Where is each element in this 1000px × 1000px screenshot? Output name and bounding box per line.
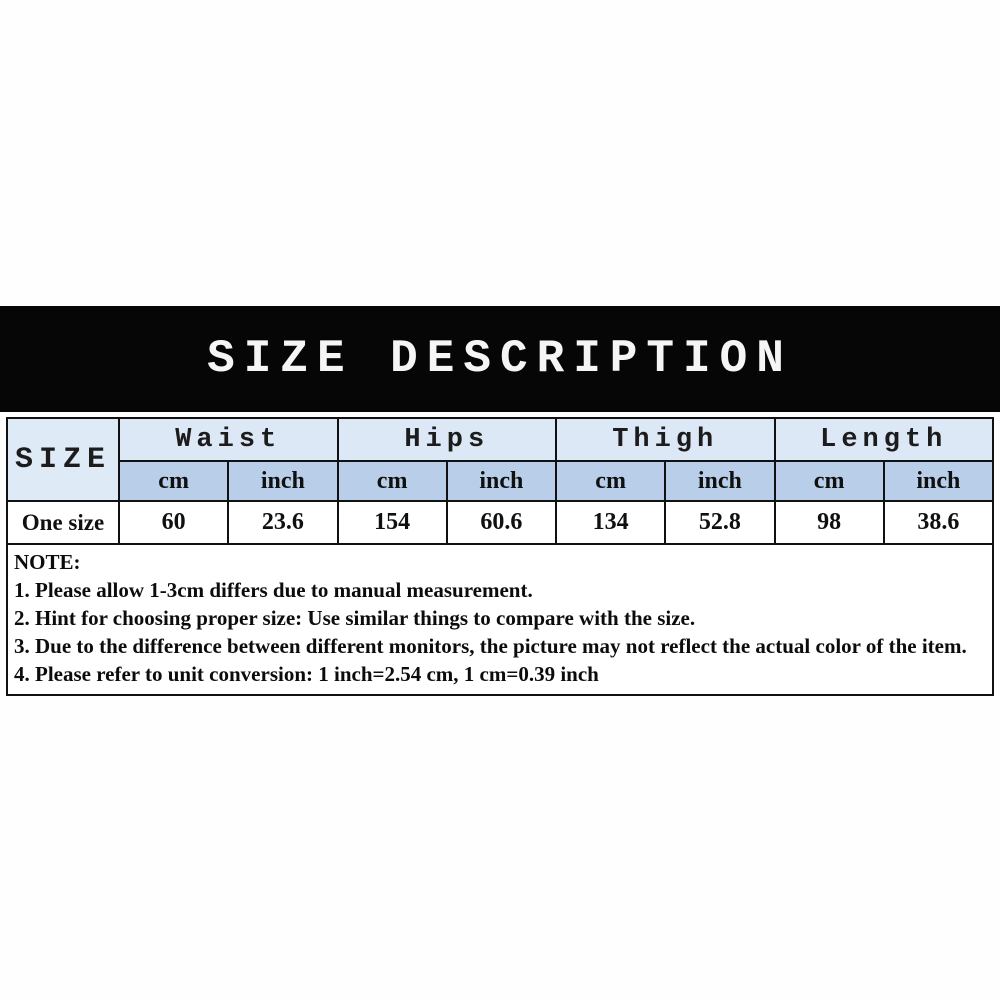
note-item-4: 4. Please refer to unit conversion: 1 inch=2.54 cm, 1 cm=0.39 inch — [14, 662, 599, 686]
notes-title: NOTE: — [14, 550, 81, 574]
title-banner — [0, 306, 1000, 412]
unit-header-hips-cm: cm — [338, 461, 447, 501]
unit-header-length-inch: inch — [884, 461, 993, 501]
value-length-cm: 98 — [775, 501, 884, 544]
note-item-1: 1. Please allow 1-3cm differs due to manual measurement. — [14, 578, 533, 602]
unit-header-length-cm: cm — [775, 461, 884, 501]
value-waist-cm: 60 — [119, 501, 228, 544]
table-group-header-row — [7, 418, 993, 461]
group-header-length: Length — [775, 418, 994, 461]
unit-header-thigh-inch: inch — [665, 461, 774, 501]
value-hips-cm: 154 — [338, 501, 447, 544]
group-header-waist: Waist — [119, 418, 338, 461]
group-header-hips: Hips — [338, 418, 557, 461]
note-item-2: 2. Hint for choosing proper size: Use similar things to compare with the size. — [14, 606, 696, 630]
page-title: SIZE DESCRIPTION — [207, 333, 793, 385]
notes-box — [6, 545, 994, 696]
unit-header-hips-inch: inch — [447, 461, 556, 501]
note-item-3: 3. Due to the difference between different monitors, the picture may not reflect the actual color of the item. — [14, 634, 967, 658]
value-length-inch: 38.6 — [884, 501, 993, 544]
row-size-label: One size — [7, 501, 119, 544]
unit-header-waist-inch: inch — [228, 461, 337, 501]
unit-header-waist-cm: cm — [119, 461, 228, 501]
table-unit-header-row — [7, 461, 993, 501]
value-waist-inch: 23.6 — [228, 501, 337, 544]
value-thigh-cm: 134 — [556, 501, 665, 544]
value-thigh-inch: 52.8 — [665, 501, 774, 544]
value-hips-inch: 60.6 — [447, 501, 556, 544]
unit-header-thigh-cm: cm — [556, 461, 665, 501]
table-row — [7, 501, 993, 544]
group-header-thigh: Thigh — [556, 418, 775, 461]
size-table — [6, 417, 994, 545]
size-header-cell: SIZE — [7, 418, 119, 501]
